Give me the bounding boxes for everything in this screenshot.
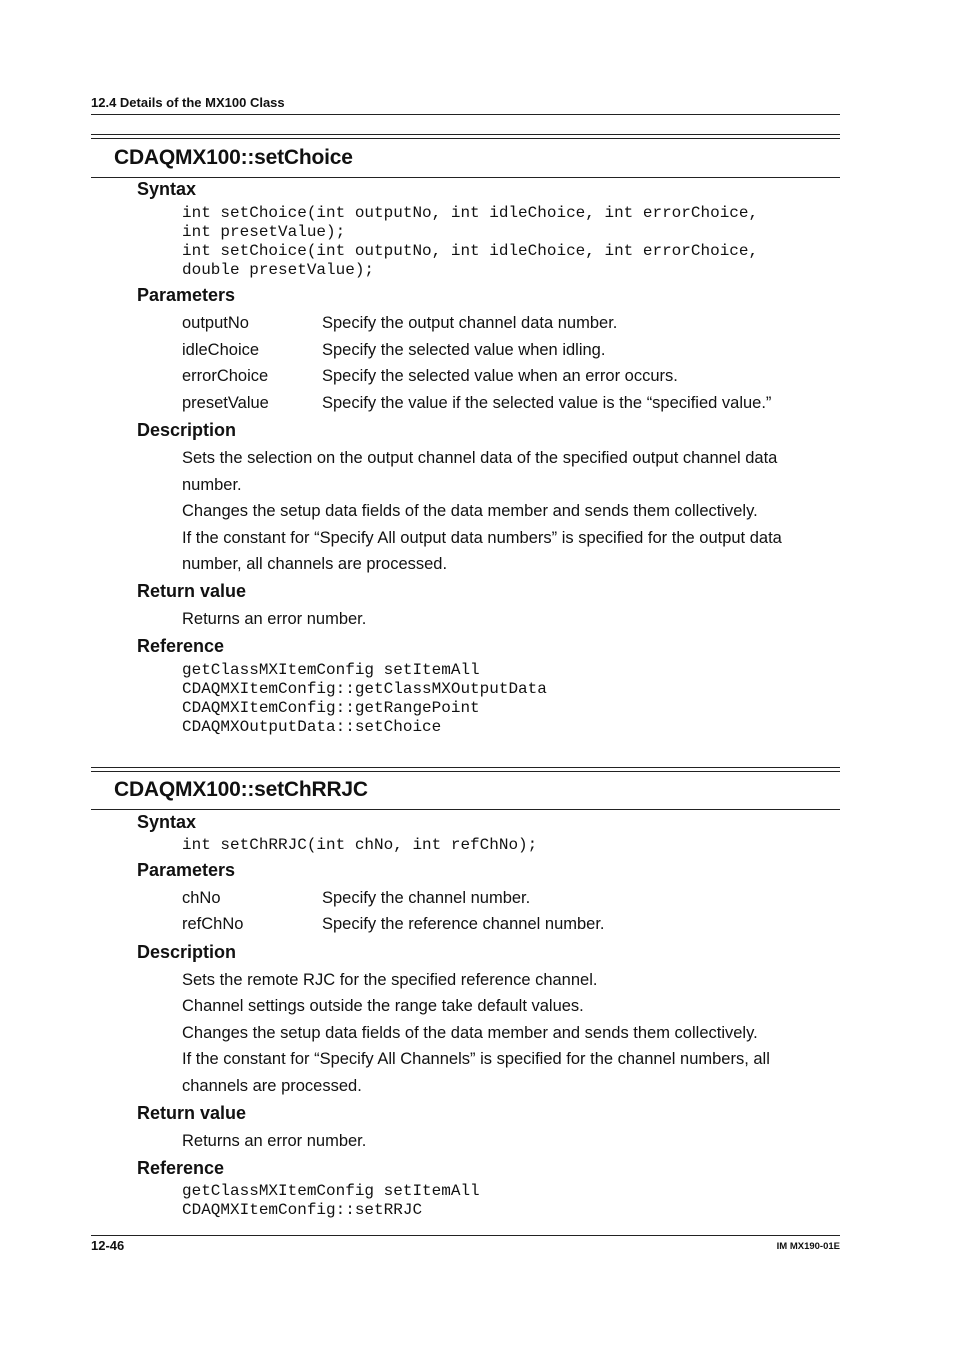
param-desc: Specify the value if the selected value is the “specified value.”: [322, 394, 772, 412]
section-2-title: CDAQMX100::setChRRJC: [114, 778, 368, 801]
param-desc: Specify the selected value when idling.: [322, 341, 606, 359]
section-2-rule-top-b: [91, 771, 840, 772]
param-name: refChNo: [182, 915, 244, 933]
reference-line: getClassMXItemConfig setItemAll: [182, 661, 480, 679]
param-name: presetValue: [182, 394, 269, 412]
section-2-rule-top-a: [91, 767, 840, 768]
description-line: Channel settings outside the range take default values.: [182, 997, 584, 1015]
page-number: 12-46: [91, 1238, 125, 1253]
reference-line: CDAQMXOutputData::setChoice: [182, 718, 442, 736]
footer-rule: [91, 1235, 840, 1236]
section-2-syntax-heading: Syntax: [137, 812, 197, 832]
section-1-rule-bottom: [91, 177, 840, 178]
section-2-syntax-line: int setChRRJC(int chNo, int refChNo);: [182, 836, 538, 854]
return-value: Returns an error number.: [182, 1132, 367, 1150]
section-1-description-heading: Description: [137, 420, 237, 440]
description-line: number.: [182, 476, 242, 494]
param-name: outputNo: [182, 314, 249, 332]
header-rule: [91, 114, 840, 115]
param-desc: Specify the channel number.: [322, 889, 531, 907]
param-name: chNo: [182, 889, 221, 907]
section-2-reference-heading: Reference: [137, 1158, 225, 1178]
section-2-parameters-heading: Parameters: [137, 860, 236, 880]
running-head: 12.4 Details of the MX100 Class: [91, 95, 285, 110]
description-line: channels are processed.: [182, 1077, 362, 1095]
section-1-reference-heading: Reference: [137, 636, 225, 656]
document-id: IM MX190-01E: [776, 1241, 840, 1252]
description-line: Changes the setup data fields of the data member and sends them collectively.: [182, 502, 758, 520]
section-2-return-heading: Return value: [137, 1103, 247, 1123]
section-1-rule-top-a: [91, 134, 840, 135]
section-1-syntax-line: double presetValue);: [182, 261, 375, 279]
description-line: Changes the setup data fields of the data member and sends them collectively.: [182, 1024, 758, 1042]
reference-line: CDAQMXItemConfig::getClassMXOutputData: [182, 680, 547, 698]
description-line: If the constant for “Specify All output data numbers” is specified for the output data: [182, 529, 782, 547]
param-name: idleChoice: [182, 341, 260, 359]
param-desc: Specify the selected value when an error occurs.: [322, 367, 678, 385]
section-1-parameters-heading: Parameters: [137, 285, 236, 305]
reference-line: CDAQMXItemConfig::setRRJC: [182, 1201, 423, 1219]
section-1-syntax-line: int presetValue);: [182, 223, 346, 241]
reference-line: getClassMXItemConfig setItemAll: [182, 1182, 480, 1200]
description-line: number, all channels are processed.: [182, 555, 448, 573]
description-line: If the constant for “Specify All Channels” is specified for the channel numbers, all: [182, 1050, 770, 1068]
section-1-syntax-heading: Syntax: [137, 179, 197, 199]
section-1-rule-top-b: [91, 138, 840, 139]
param-name: errorChoice: [182, 367, 269, 385]
section-1-syntax-line: int setChoice(int outputNo, int idleChoice, int errorChoice,: [182, 204, 759, 222]
section-2-rule-bottom: [91, 809, 840, 810]
param-desc: Specify the reference channel number.: [322, 915, 605, 933]
description-line: Sets the remote RJC for the specified reference channel.: [182, 971, 598, 989]
return-value: Returns an error number.: [182, 610, 367, 628]
section-1-syntax-line: int setChoice(int outputNo, int idleChoice, int errorChoice,: [182, 242, 759, 260]
section-1-title: CDAQMX100::setChoice: [114, 146, 353, 169]
section-2-description-heading: Description: [137, 942, 237, 962]
param-desc: Specify the output channel data number.: [322, 314, 618, 332]
reference-line: CDAQMXItemConfig::getRangePoint: [182, 699, 480, 717]
description-line: Sets the selection on the output channel data of the specified output channel data: [182, 449, 778, 467]
section-1-return-heading: Return value: [137, 581, 247, 601]
